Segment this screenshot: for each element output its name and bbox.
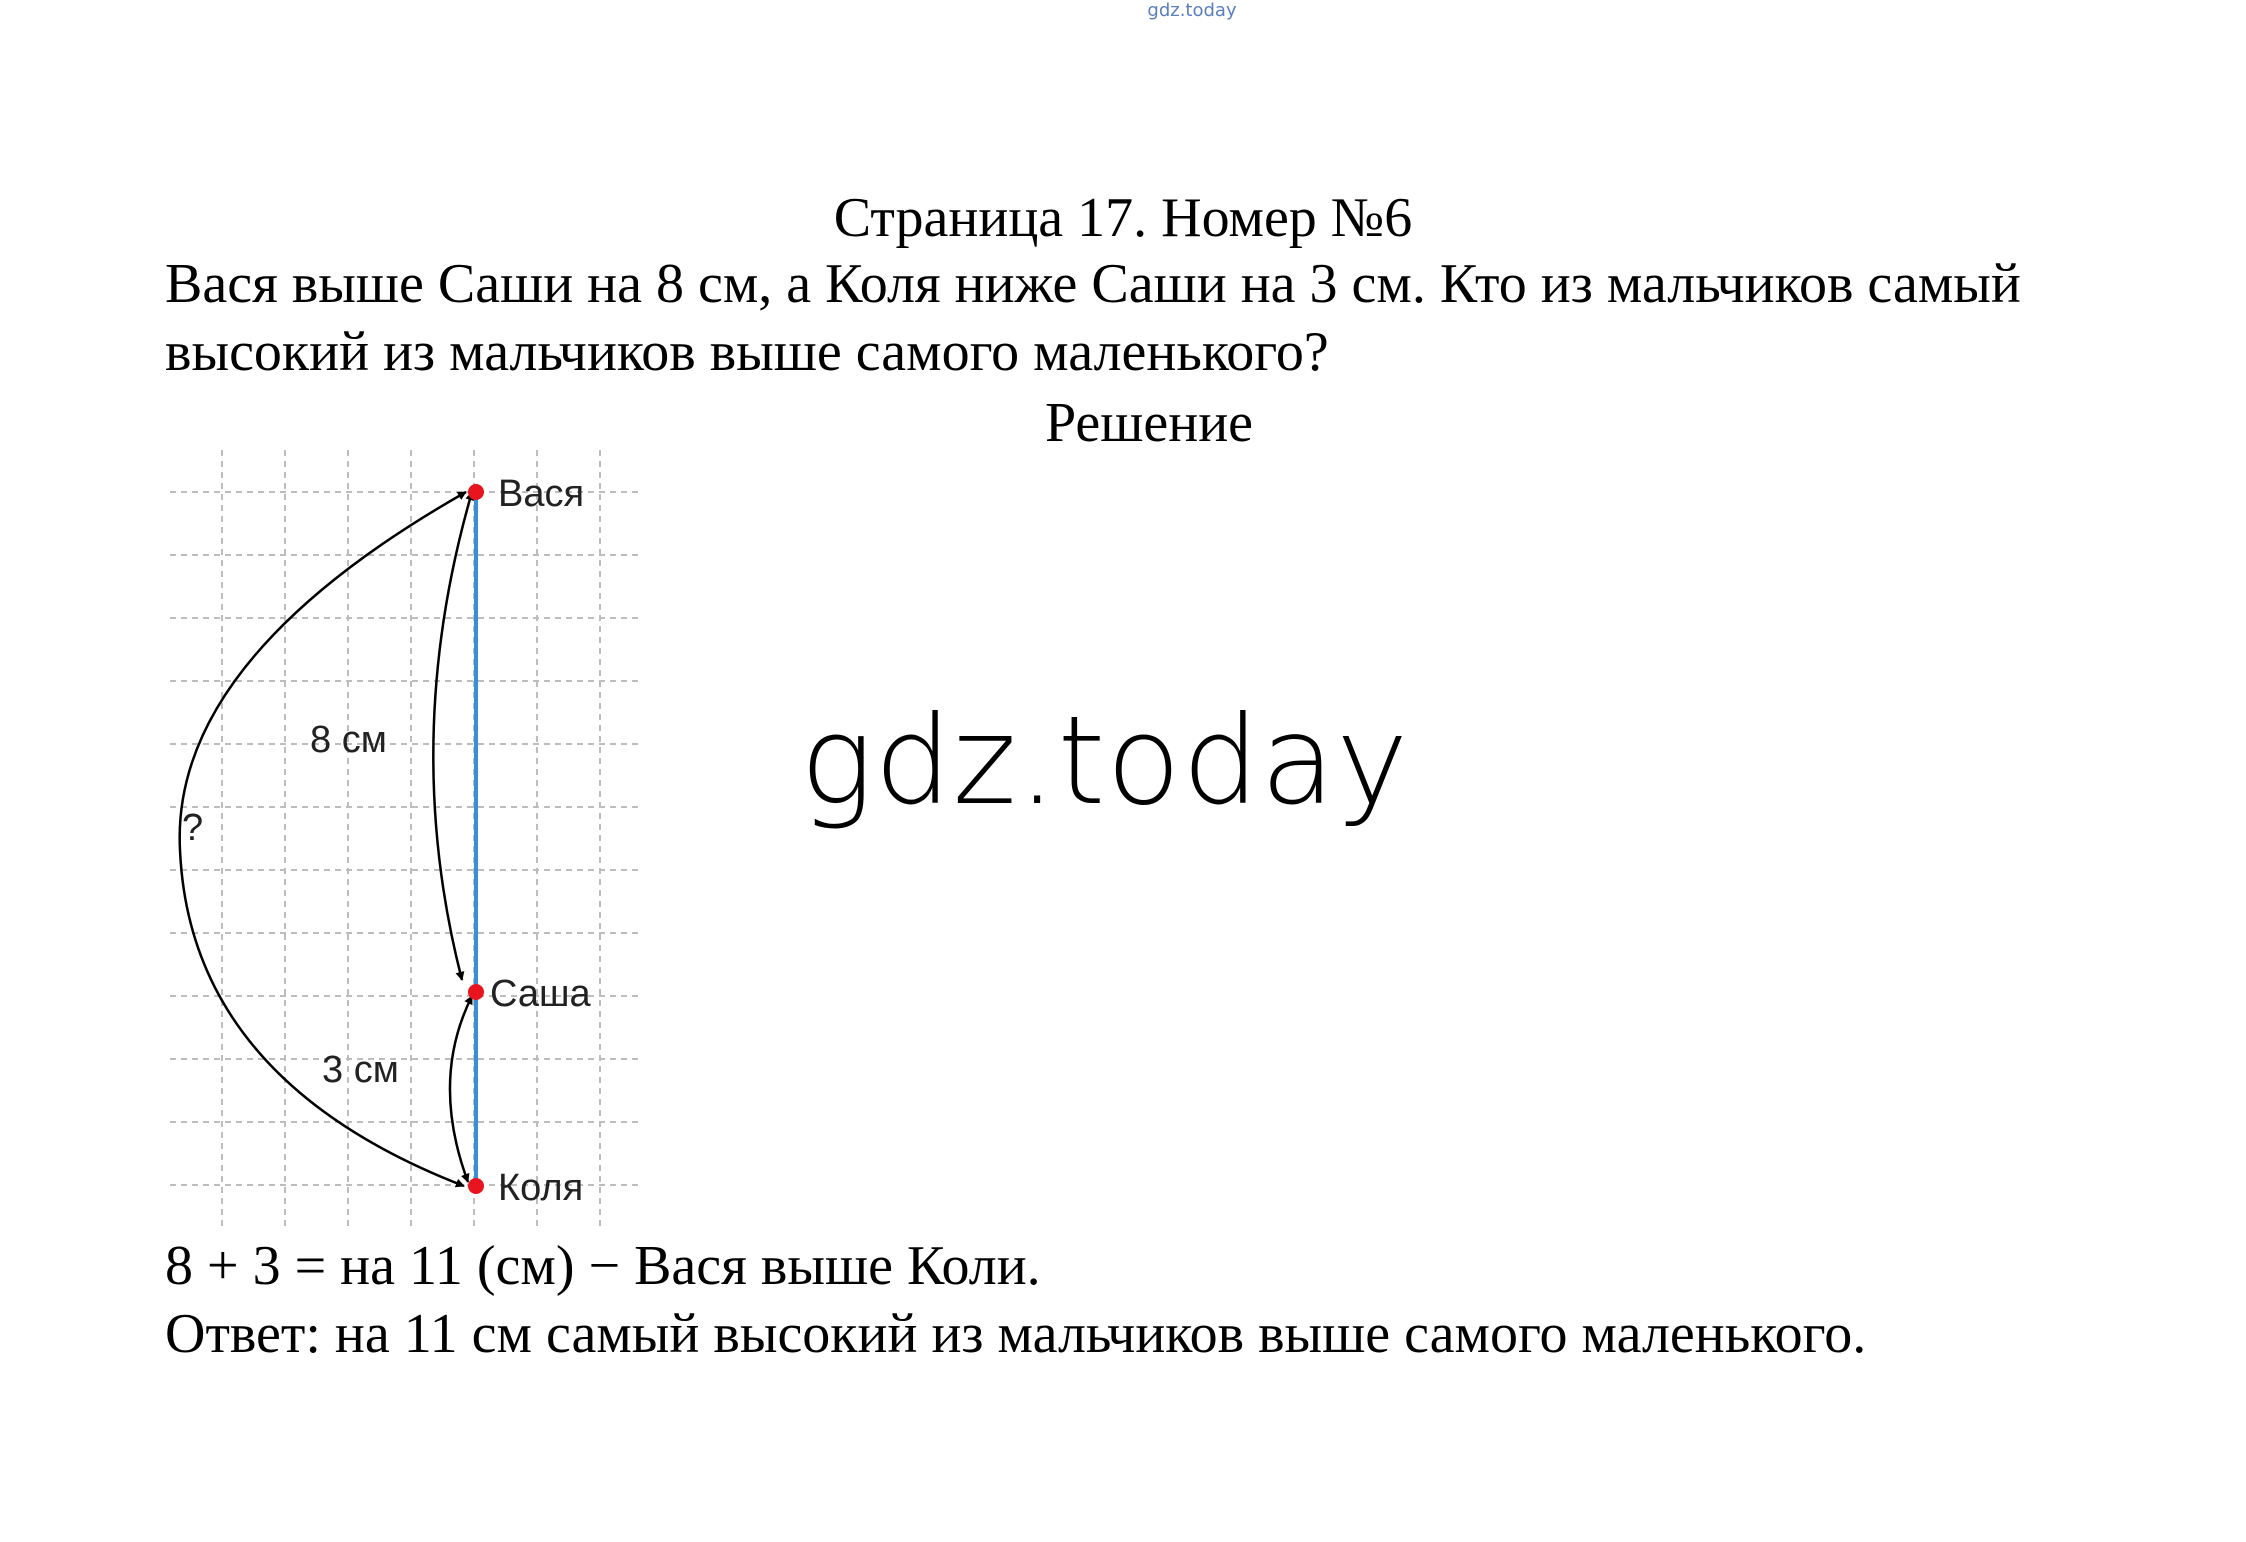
watermark-big: gdz.today xyxy=(800,690,1410,832)
point-sasha xyxy=(468,984,484,1000)
point-vasya xyxy=(468,484,484,500)
label-question: ? xyxy=(182,807,204,849)
page-title: Страница 17. Номер №6 xyxy=(833,187,1413,249)
arc-vasya-sasha xyxy=(433,492,472,980)
grid xyxy=(170,450,642,1230)
label-kolya: Коля xyxy=(498,1167,584,1209)
answer-text: Ответ: на 11 см самый высокий из мальчиков выше самого маленького. xyxy=(165,1303,1867,1365)
calculation-text: 8 + 3 = на 11 (см) − Вася выше Коли. xyxy=(165,1235,1041,1297)
point-kolya xyxy=(468,1178,484,1194)
label-8cm: 8 см xyxy=(310,719,387,761)
problem-text: Вася выше Саши на 8 см, а Коля ниже Саши на 3 см. Кто из мальчиков самый высокий из мальчиков выше самого маленького? xyxy=(165,253,2021,383)
label-3cm: 3 см xyxy=(322,1049,399,1091)
watermark-small: gdz.today xyxy=(1147,0,1237,21)
label-vasya: Вася xyxy=(498,473,585,515)
label-sasha: Саша xyxy=(490,973,591,1015)
height-diagram xyxy=(160,440,660,1240)
arc-sasha-kolya xyxy=(450,996,472,1182)
solution-heading: Решение xyxy=(1044,392,1254,454)
